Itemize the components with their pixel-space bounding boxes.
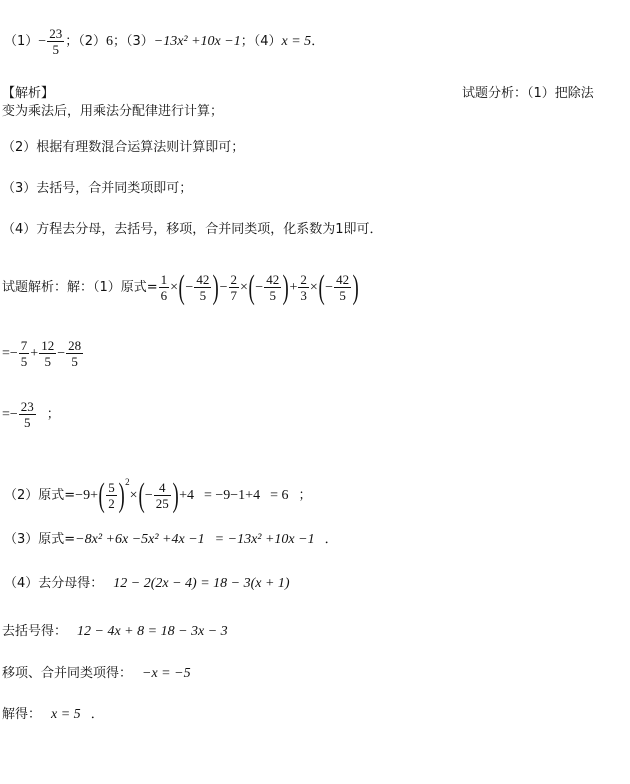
- s1-plus: +: [289, 280, 298, 295]
- s2-paren-open-2: (: [138, 476, 145, 514]
- s1-paren-open-2: (: [248, 268, 255, 306]
- analysis-line-2: （2）根据有理数混合运算法则计算即可；: [2, 140, 245, 155]
- analysis-lead: 试题分析：（1）把除法: [462, 86, 594, 101]
- s1-step2-fraction-c: $\frac{28}{5}$: [68, 338, 82, 369]
- s2-step-d: = 6: [270, 488, 289, 503]
- answer-sep-3: ；: [240, 34, 254, 49]
- answer-1-sign: −: [38, 34, 47, 49]
- s1-neg-fraction-2: $\frac{42}{5}$: [266, 272, 280, 303]
- s2-term-a: −9+: [75, 488, 98, 503]
- s2-fraction-f: $\frac{5}{2}$: [108, 480, 115, 511]
- s1-step3-eq: =−: [2, 407, 18, 422]
- solution-4-line-3: [2, 664, 191, 684]
- s3-end: ．: [324, 532, 338, 547]
- solution-3-line: [4, 530, 338, 550]
- answer-end: ．: [311, 34, 325, 49]
- s1-neg-2: −: [255, 280, 264, 295]
- s4-eq4: x = 5: [51, 707, 81, 722]
- s1-paren-close-3: ): [352, 268, 359, 306]
- answer-3: −13x² +10x −1: [153, 34, 241, 49]
- s3-expr: −8x² +6x −5x² +4x −1: [75, 532, 205, 547]
- solution-1-line-2: [2, 336, 84, 372]
- s1-fraction-2: $\frac{2}{7}$: [230, 272, 238, 303]
- s2-paren-close-2: ): [172, 476, 179, 514]
- s2-end: ；: [298, 488, 312, 503]
- s1-step2-plus: +: [30, 346, 39, 361]
- s3-label: （3）原式=: [4, 532, 76, 547]
- s1-paren-close-1: ): [212, 268, 220, 306]
- s1-step3-fraction: $\frac{23}{5}$: [20, 399, 34, 430]
- answer-1-fraction: $\frac{23}{5}$: [49, 26, 63, 57]
- s4-l2: 去括号得：: [2, 624, 68, 639]
- s1-fraction-1: $\frac{1}{6}$: [160, 272, 168, 303]
- s1-times-2: ×: [240, 280, 248, 295]
- s1-fraction-3: $\frac{2}{3}$: [300, 272, 307, 303]
- answer-sep-1: ；（2）: [65, 34, 106, 49]
- s1-neg-fraction-1: $\frac{42}{5}$: [196, 272, 210, 303]
- s1-neg-1: −: [185, 280, 194, 295]
- s4-end: ．: [90, 707, 104, 722]
- s1-neg-3: −: [325, 280, 334, 295]
- s4-eq3: −x = −5: [142, 666, 191, 681]
- s2-times: ×: [129, 488, 138, 503]
- solution-4-line-4: [2, 705, 104, 725]
- s3-result: = −13x² +10x −1: [214, 532, 315, 547]
- s4-l4: 解得：: [2, 707, 42, 722]
- s2-label: （2）原式=: [4, 488, 76, 503]
- answer-label-4: （4）: [253, 34, 282, 49]
- s2-step-c: = −9−1+4: [204, 488, 261, 503]
- s2-exponent: 2: [125, 477, 130, 487]
- analysis-line-1: 变为乘法后，用乘法分配律进行计算；: [2, 104, 224, 119]
- answer-line: [4, 26, 324, 57]
- s2-paren-open-1: (: [98, 476, 105, 514]
- s2-paren-close-1: ): [118, 476, 125, 514]
- s1-minus: −: [219, 280, 228, 295]
- s4-l3: 移项、合并同类项得：: [2, 666, 133, 681]
- s2-fraction-g: $\frac{4}{25}$: [155, 480, 169, 511]
- analysis-heading: 【解析】: [2, 86, 55, 101]
- analysis-line-4: （4）方程去分母，去括号，移项，合并同类项，化系数为1即可．: [2, 222, 383, 237]
- s1-times-3: ×: [309, 280, 318, 295]
- s1-step2-fraction-b: $\frac{12}{5}$: [41, 338, 55, 369]
- s1-times-1: ×: [170, 280, 179, 295]
- answer-2: 6: [105, 34, 113, 49]
- s1-step3-end: ；: [46, 407, 60, 422]
- solution-1-line-1: [2, 268, 359, 308]
- s1-paren-close-2: ): [282, 268, 289, 306]
- answer-label-1: （1）: [4, 34, 39, 49]
- solution-4-line-2: [2, 622, 228, 642]
- s4-label: （4）去分母得：: [4, 576, 104, 591]
- s4-eq2: 12 − 4x + 8 = 18 − 3x − 3: [77, 624, 228, 639]
- s1-step2-eq: =−: [2, 346, 18, 361]
- s1-paren-open-3: (: [318, 268, 325, 306]
- answer-4: x = 5: [281, 34, 312, 49]
- s1-paren-open-1: (: [178, 268, 185, 306]
- s2-term-b: +4: [179, 488, 194, 503]
- solution-1-line-3: [2, 397, 60, 433]
- solution-4-line-1: [4, 574, 290, 594]
- s4-eq1: 12 − 2(2x − 4) = 18 − 3(x + 1): [113, 576, 290, 591]
- solution-intro: 试题解析：解：（1）原式=: [2, 280, 158, 295]
- s1-step2-fraction-a: $\frac{7}{5}$: [20, 338, 28, 369]
- solution-2-line: [4, 462, 312, 516]
- s1-neg-fraction-3: $\frac{42}{5}$: [336, 272, 350, 303]
- answer-sep-2: ；（3）: [112, 34, 154, 49]
- analysis-line-3: （3）去括号，合并同类项即可；: [2, 181, 193, 196]
- s2-neg: −: [144, 488, 153, 503]
- s1-step2-minus: −: [57, 346, 66, 361]
